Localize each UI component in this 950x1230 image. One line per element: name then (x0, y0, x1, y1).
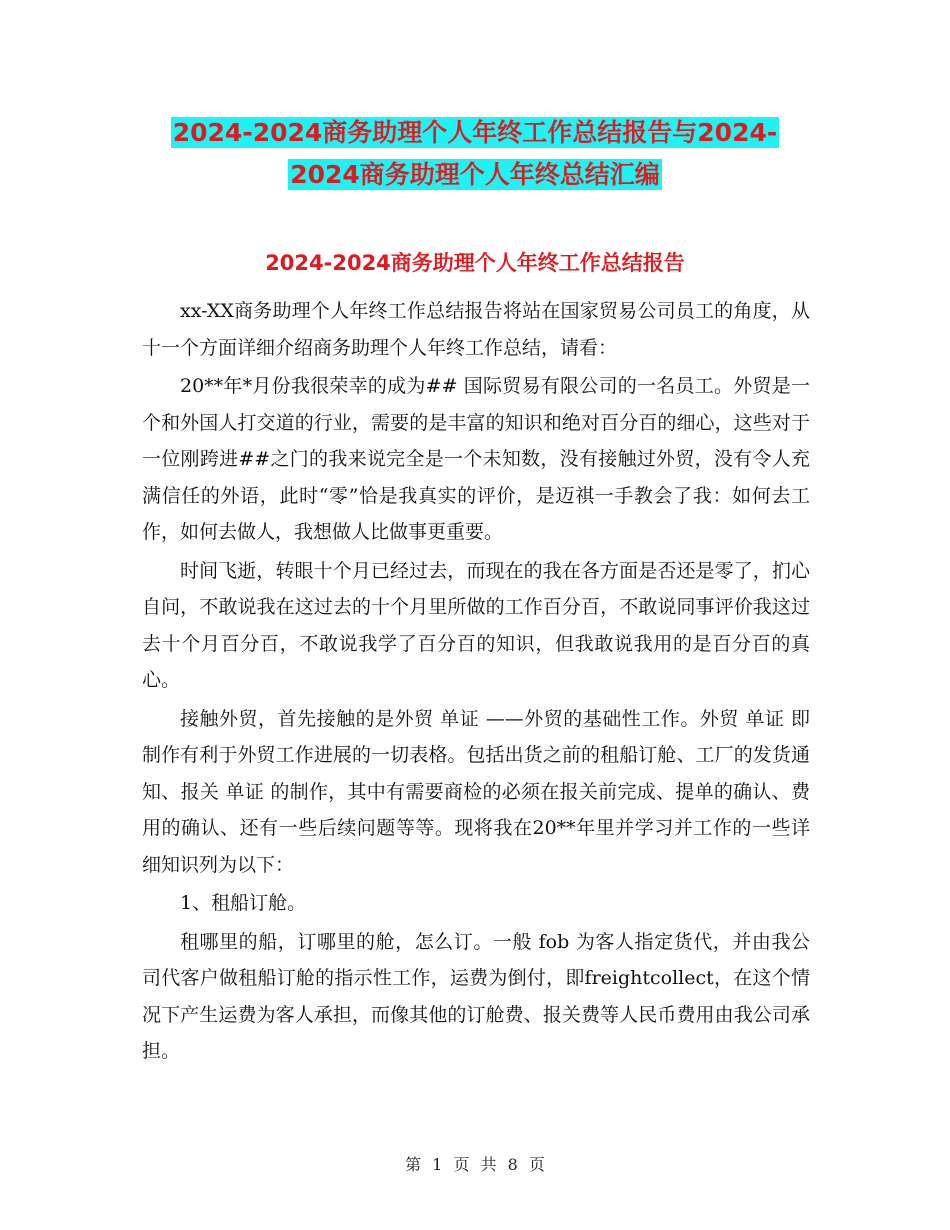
section-title: 2024-2024商务助理个人年终工作总结报告 (265, 251, 685, 275)
document-body (142, 293, 810, 1072)
list-heading-chartering: 1、租船订舱。 (180, 892, 307, 914)
paragraph-joining: 20**年*月份我很荣幸的成为## 国际贸易有限公司的一名员工。外贸是一个和外国人打交道的行业，需要的是丰富的知识和绝对百分百的细心，这些对于一位刚跨进##之门的我来说完全是一个未知数，没有接触过外贸，没有令人充满信任的外语，此时“零”恰是我真实的评价，是迈祺一手教会了我：如何去工作，如何去做人，我想做人比做事更重要。 (142, 375, 810, 543)
paragraph-intro: xx-XX商务助理个人年终工作总结报告将站在国家贸易公司员工的角度，从十一个方面详细介绍商务助理个人年终工作总结，请看： (142, 300, 810, 359)
paragraph-reflection: 时间飞逝，转眼十个月已经过去，而现在的我在各方面是否还是零了，扪心自问，不敢说我在这过去的十个月里所做的工作百分百，不敢说同事评价我这过去十个月百分百，不敢说我学了百分百的知识，但我敢说我用的是百分百的真心。 (142, 559, 810, 691)
page-footer: 第 1 页 共 8 页 (405, 1155, 545, 1174)
title-line-1: 2024-2024商务助理个人年终工作总结报告与2024- (172, 118, 778, 147)
document-title (140, 112, 810, 196)
paragraph-documents: 接触外贸，首先接触的是外贸 单证 ——外贸的基础性工作。外贸 单证 即制作有利于外贸工作进展的一切表格。包括出货之前的租船订舱、工厂的发货通知、报关 单证 的制作，其中有需要商检的必须在报关前完成、提单的确认、费用的确认、还有一些后续问题等等。现将我在20**年里并学习并工作的一些详细知识列为以下： (142, 707, 810, 876)
paragraph-chartering: 租哪里的船，订哪里的舱，怎么订。一般 fob 为客人指定货代，并由我公司代客户做租船订舱的指示性工作，运费为倒付，即freightcollect，在这个情况下产生运费为客人承担，而像其他的订舱费、报关费等人民币费用由我公司承担。 (142, 930, 810, 1062)
title-line-2: 2024商务助理个人年终总结汇编 (290, 160, 660, 189)
